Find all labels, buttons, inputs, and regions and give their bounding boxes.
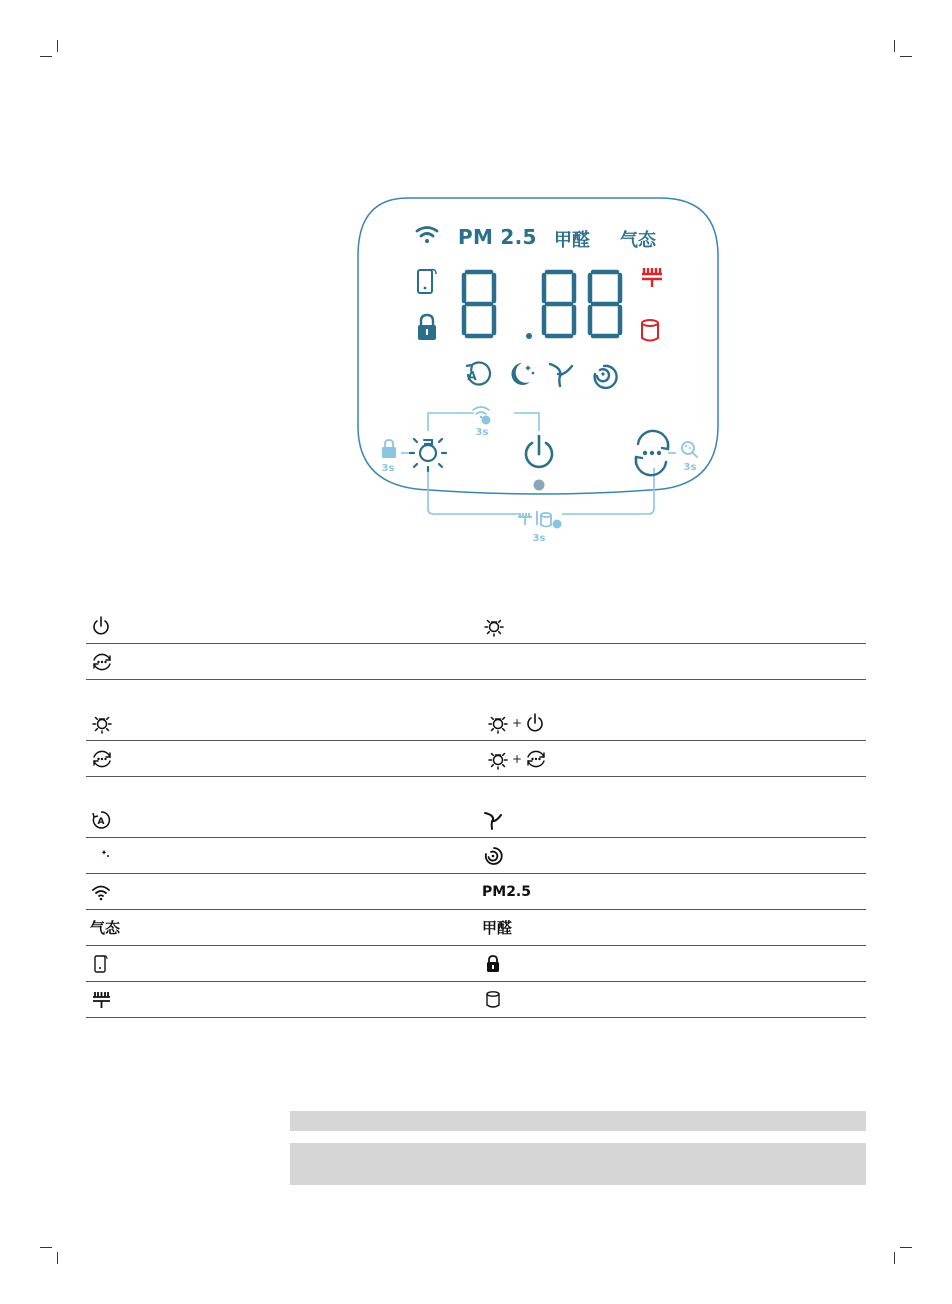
table-row [86, 874, 866, 910]
hold-time-wifi: 3s [475, 427, 489, 438]
table-row [86, 982, 866, 1018]
combo-lines [401, 413, 676, 514]
table-row [86, 802, 866, 838]
phone-icon [418, 270, 436, 294]
light-icon [90, 711, 114, 735]
wifi-icon [417, 228, 437, 244]
auto-mode-icon [90, 809, 112, 831]
formaldehyde-text: 甲醛 [482, 919, 513, 937]
wifi-icon [90, 881, 112, 903]
auto-mode-icon [466, 362, 490, 384]
search-icon [682, 442, 697, 457]
mode-cycle-icon [90, 650, 114, 674]
table-row [86, 705, 866, 741]
power-indicator-led [534, 480, 545, 491]
crop-mark [900, 1247, 912, 1248]
power-icon [526, 436, 552, 467]
table-spacer [86, 777, 866, 802]
control-panel-graphic [350, 190, 730, 550]
gray-bar-bottom [290, 1143, 866, 1185]
lock-icon [418, 315, 436, 340]
gas-text: 气态 [90, 919, 121, 937]
filter-brush-icon [90, 989, 114, 1011]
filter-brush-icon [642, 268, 662, 287]
lock-icon [482, 953, 504, 975]
sleep-mode-icon [90, 845, 112, 867]
pm25-label: PM 2.5 [458, 225, 537, 249]
turbo-mode-icon [482, 845, 504, 867]
crop-mark [57, 40, 58, 52]
wifi-reset-icon [473, 407, 491, 425]
light-icon [486, 747, 510, 771]
light-icon [482, 614, 506, 638]
fan-speed-icon [482, 809, 504, 831]
control-panel-diagram [350, 190, 730, 550]
mode-cycle-icon [636, 431, 668, 475]
fan-speed-icon [550, 364, 572, 386]
lock-small-icon [382, 440, 396, 458]
gas-label: 气态 [620, 230, 656, 251]
svg-text:A: A [467, 369, 477, 383]
crop-mark [40, 56, 52, 57]
legend-table [86, 608, 866, 1018]
crop-mark [894, 40, 895, 52]
power-icon [90, 615, 112, 637]
svg-text:A: A [97, 816, 105, 827]
gray-bar-top [290, 1111, 866, 1131]
table-row [86, 838, 866, 874]
hold-time-filter: 3s [532, 533, 546, 544]
pm25-text: PM2.5 [482, 883, 531, 900]
formaldehyde-label: 甲醛 [554, 230, 590, 251]
cylinder-icon [482, 989, 504, 1011]
table-spacer [86, 680, 866, 705]
crop-mark [894, 1252, 895, 1264]
light-icon [486, 711, 510, 735]
table-row [86, 644, 866, 680]
sleep-mode-icon [511, 363, 534, 385]
decimal-point [526, 333, 532, 339]
mode-cycle-icon [524, 747, 548, 771]
table-row [86, 910, 866, 946]
phone-icon [90, 953, 112, 975]
crop-mark [40, 1247, 52, 1248]
hold-time-night: 3s [683, 462, 697, 473]
cylinder-icon [642, 320, 658, 341]
table-row [86, 608, 866, 644]
plus-sign: + [512, 715, 523, 730]
mode-cycle-icon [90, 747, 114, 771]
crop-mark [900, 56, 912, 57]
filter-reset-icon [518, 511, 562, 529]
plus-sign: + [512, 751, 523, 766]
light-icon [410, 439, 446, 471]
crop-mark [57, 1252, 58, 1264]
hold-time-lock: 3s [381, 463, 395, 474]
table-row [86, 741, 866, 777]
segment-display [464, 272, 620, 339]
turbo-mode-icon [595, 366, 617, 388]
power-icon [524, 712, 546, 734]
table-row [86, 946, 866, 982]
